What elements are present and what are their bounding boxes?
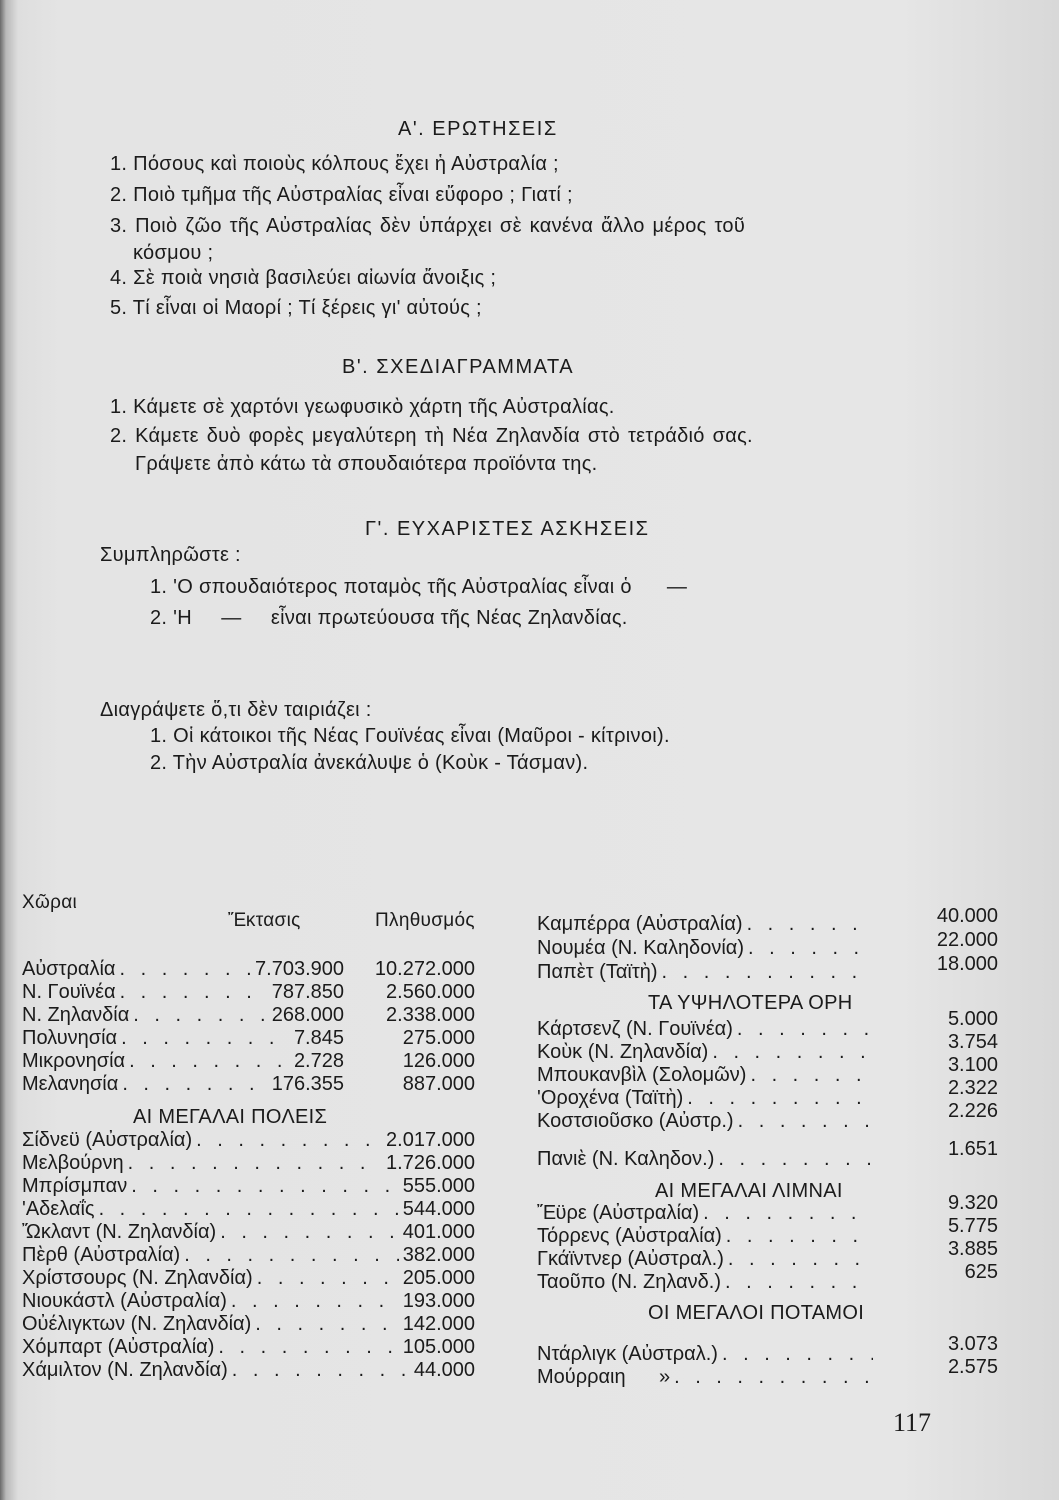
item-text: Κάμετε σὲ χαρτόνι γεωφυσικὸ χάρτη τῆς Αὐστραλίας. (133, 396, 615, 418)
dot-leader (747, 913, 873, 936)
country-name: Ν. Ζηλανδία (22, 1004, 130, 1026)
city-name: Καμπέρρα (Αὐστραλία) (537, 913, 743, 935)
lake-value: 625 (964, 1261, 998, 1283)
mountain-value: 3.100 (947, 1054, 998, 1076)
mountain-name: 'Οροχένα (Ταϊτὴ) (537, 1087, 684, 1109)
dot-leader (728, 1248, 873, 1271)
country-name: Ν. Γουϊνέα (22, 981, 116, 1003)
lake-name: Ταοῦπο (Ν. Ζηλανδ.) (537, 1271, 722, 1293)
river-name: Ντάρλιγκ (Αὐστραλ.) (537, 1343, 718, 1365)
dot-leader (674, 1366, 873, 1389)
q-num: 5. (110, 297, 128, 319)
strike-item-1: 1. Οἱ κάτοικοι τῆς Νέας Γουϊνέας εἶναι (Μαῦροι - κίτρινοι). (150, 725, 670, 747)
question-4 (110, 267, 496, 290)
item-num: 2. (110, 425, 128, 447)
city-name: Σίδνεϋ (Αὐστραλία) (22, 1129, 193, 1151)
river-value: 3.073 (947, 1333, 998, 1355)
city-population: 1.726.000 (386, 1152, 475, 1174)
question-3 (110, 215, 745, 238)
country-area: 7.703.900 (255, 958, 344, 980)
item-text: Κάμετε δυὸ φορὲς μεγαλύτερη τὴ Νέα Ζηλανδία στὸ τετράδιό σας. (135, 425, 753, 447)
city-name: Χρίστσουρς (Ν. Ζηλανδία) (22, 1267, 253, 1289)
city-population: 382.000 (402, 1244, 475, 1266)
country-population: 10.272.000 (374, 958, 475, 980)
country-area: 176.355 (271, 1073, 344, 1095)
dot-leader (121, 1027, 290, 1050)
rivers-title: ΟΙ ΜΕΓΑΛΟΙ ΠΟΤΑΜΟΙ (648, 1302, 865, 1324)
country-area: 787.850 (271, 981, 344, 1003)
sketch-2-cont: Γράψετε ἀπὸ κάτω τὰ σπουδαιότερα προϊόντα της. (135, 453, 598, 475)
lake-row (537, 1271, 877, 1294)
country-row (22, 1050, 344, 1073)
dot-leader (218, 1336, 398, 1359)
fill-item-1: 1. 'Ο σπουδαιότερος ποταμὸς τῆς Αὐστραλίας εἶναι ὁ — (150, 576, 688, 598)
dot-leader (128, 1152, 382, 1175)
city-row (22, 1244, 475, 1267)
col-header-pop: Πληθυσμός (375, 910, 475, 931)
city-name: 'Αδελαΐς (22, 1198, 95, 1220)
city-name: Νιουκάστλ (Αὐστραλία) (22, 1290, 227, 1312)
dot-leader (725, 1271, 873, 1294)
cities-title: ΑΙ ΜΕΓΑΛΑΙ ΠΟΛΕΙΣ (133, 1106, 328, 1128)
dot-leader (662, 961, 873, 984)
question-5 (110, 297, 482, 320)
river-row (537, 1366, 877, 1389)
dot-leader (120, 981, 268, 1004)
city-population: 193.000 (402, 1290, 475, 1312)
dot-leader (122, 1073, 267, 1096)
dot-leader (99, 1198, 399, 1221)
city-row (22, 1313, 475, 1336)
dot-leader (718, 1148, 873, 1171)
dot-leader (232, 1359, 410, 1382)
lake-name: Ἔϋρε (Αὐστραλία) (537, 1202, 700, 1224)
country-row (22, 958, 344, 981)
col-header-name: Χῶραι (22, 892, 78, 913)
city-row (537, 961, 877, 984)
country-area: 7.845 (293, 1027, 344, 1049)
strike-label: Διαγράψετε ὅ,τι δὲν ταιριάζει : (100, 699, 372, 721)
dot-leader (119, 958, 251, 981)
city-row (22, 1152, 475, 1175)
dot-leader (737, 1018, 873, 1041)
city-name: Νουμέα (Ν. Καληδονία) (537, 937, 744, 959)
country-row (22, 1073, 344, 1096)
city-population: 142.000 (402, 1313, 475, 1335)
dot-leader (712, 1041, 873, 1064)
country-name: Αὐστραλία (22, 958, 116, 980)
city-row (22, 1336, 475, 1359)
mountain-value: 2.322 (947, 1077, 998, 1099)
city-name: Πὲρθ (Αὐστραλία) (22, 1244, 181, 1266)
q-text: Τί εἶναι οἱ Μαορί ; Τί ξέρεις γι' αὐτούς ; (132, 297, 482, 319)
dot-leader (257, 1267, 399, 1290)
mountain-row (537, 1018, 877, 1041)
city-value: 18.000 (936, 953, 998, 975)
city-name: Χάμιλτον (Ν. Ζηλανδία) (22, 1359, 228, 1381)
dot-leader (703, 1202, 873, 1225)
lake-value: 9.320 (947, 1192, 998, 1214)
dot-leader (687, 1087, 873, 1110)
dot-leader (748, 937, 873, 960)
lake-name: Γκάϊντνερ (Αὐστραλ.) (537, 1248, 724, 1270)
country-population: 2.338.000 (386, 1004, 475, 1026)
country-area: 2.728 (293, 1050, 344, 1072)
fill-label: Συμπληρῶστε : (100, 544, 241, 566)
item-num: 1. (110, 396, 128, 418)
country-area: 268.000 (271, 1004, 344, 1026)
city-population: 205.000 (402, 1267, 475, 1289)
city-population: 2.017.000 (386, 1129, 475, 1151)
lake-value: 5.775 (947, 1215, 998, 1237)
city-row (22, 1359, 475, 1382)
dot-leader (196, 1129, 382, 1152)
country-row (22, 981, 344, 1004)
city-row (537, 913, 877, 936)
q-num: 1. (110, 153, 128, 175)
country-population: 887.000 (402, 1073, 475, 1095)
strike-item-2: 2. Τὴν Αὐστραλία ἀνεκάλυψε ὁ (Κοὺκ - Τάσμαν). (150, 752, 589, 774)
fill-item-2: 2. 'Η — εἶναι πρωτεύουσα τῆς Νέας Ζηλανδίας. (150, 607, 628, 629)
dot-leader (738, 1110, 873, 1133)
section-b-title: Β'. ΣΧΕΔΙΑΓΡΑΜΜΑΤΑ (342, 356, 575, 378)
city-name: Παπὲτ (Ταϊτὴ) (537, 961, 658, 983)
mountain-row (537, 1148, 877, 1171)
mountain-value: 2.226 (947, 1100, 998, 1122)
city-row (22, 1129, 475, 1152)
dot-leader (726, 1225, 873, 1248)
col-header-area: Ἔκτασις (228, 910, 301, 931)
mountain-row (537, 1087, 877, 1110)
mountain-row (537, 1110, 877, 1133)
q-text: Σὲ ποιὰ νησιὰ βασιλεύει αἰωνία ἄνοιξις ; (133, 267, 497, 289)
q-text: Ποιὸ ζῶο τῆς Αὐστραλίας δὲν ὑπάρχει σὲ κανένα ἄλλο μέρος τοῦ (135, 215, 746, 237)
lake-name: Τόρρενς (Αὐστραλία) (537, 1225, 722, 1247)
lake-row (537, 1248, 877, 1271)
city-name: Μελβούρνη (22, 1152, 124, 1174)
city-population: 555.000 (402, 1175, 475, 1197)
country-name: Μικρονησία (22, 1050, 126, 1072)
city-row (22, 1175, 475, 1198)
country-name: Πολυνησία (22, 1027, 118, 1049)
lake-row (537, 1225, 877, 1248)
dot-leader (220, 1221, 399, 1244)
city-population: 44.000 (413, 1359, 475, 1381)
dot-leader (231, 1290, 399, 1313)
city-name: Μπρίσμπαν (22, 1175, 128, 1197)
dot-leader (750, 1064, 873, 1087)
mountain-name: Κοστσιοῦσκο (Αὐστρ.) (537, 1110, 734, 1132)
mountain-name: Κοὺκ (Ν. Ζηλανδία) (537, 1041, 709, 1063)
mountain-name: Πανιὲ (Ν. Καληδον.) (537, 1148, 715, 1170)
city-population: 401.000 (402, 1221, 475, 1243)
question-1 (110, 153, 559, 176)
question-3-cont: κόσμου ; (133, 242, 214, 264)
mountain-value: 5.000 (947, 1008, 998, 1030)
lake-value: 3.885 (947, 1238, 998, 1260)
city-value: 22.000 (936, 929, 998, 951)
q-text: Ποιὸ τμῆμα τῆς Αὐστραλίας εἶναι εὔφορο ; Γιατί ; (133, 184, 573, 206)
q-num: 4. (110, 267, 128, 289)
mountain-name: Μπουκανβὶλ (Σολομῶν) (537, 1064, 747, 1086)
page-number: 117 (893, 1408, 932, 1437)
q-text: Πόσους καὶ ποιοὺς κόλπους ἔχει ἡ Αὐστραλία ; (133, 153, 559, 175)
city-name: Οὐέλιγκτων (Ν. Ζηλανδία) (22, 1313, 252, 1335)
dot-leader (722, 1343, 873, 1366)
city-name: Χόμπαρτ (Αὐστραλία) (22, 1336, 215, 1358)
country-row (22, 1004, 344, 1027)
city-row (22, 1221, 475, 1244)
mountain-name: Κάρτσενζ (Ν. Γουϊνέα) (537, 1018, 733, 1040)
country-name: Μελανησία (22, 1073, 119, 1095)
city-row (22, 1267, 475, 1290)
lake-row (537, 1202, 877, 1225)
dot-leader (133, 1004, 267, 1027)
mountain-value: 1.651 (947, 1138, 998, 1160)
country-population: 2.560.000 (386, 981, 475, 1003)
q-num: 3. (110, 215, 128, 237)
sketch-2 (110, 425, 753, 448)
dot-leader (184, 1244, 399, 1267)
lakes-title: ΑΙ ΜΕΓΑΛΑΙ ΛΙΜΝΑΙ (655, 1180, 843, 1202)
country-population: 126.000 (402, 1050, 475, 1072)
city-row (22, 1198, 475, 1221)
sketch-1 (110, 396, 615, 419)
city-value: 40.000 (936, 905, 998, 927)
city-population: 105.000 (402, 1336, 475, 1358)
river-name: Μούρραιη » (537, 1366, 671, 1388)
country-row (22, 1027, 344, 1050)
country-population: 275.000 (402, 1027, 475, 1049)
dot-leader (129, 1050, 290, 1073)
mountains-title: ΤΑ ΥΨΗΛΟΤΕΡΑ ΟΡΗ (648, 992, 853, 1014)
section-a-title: Α'. ΕΡΩΤΗΣΕΙΣ (398, 118, 558, 140)
dot-leader (255, 1313, 398, 1336)
city-row (22, 1290, 475, 1313)
river-row (537, 1343, 877, 1366)
question-2 (110, 184, 573, 207)
section-c-title: Γ'. ΕΥΧΑΡΙΣΤΕΣ ΑΣΚΗΣΕΙΣ (365, 518, 650, 540)
city-population: 544.000 (402, 1198, 475, 1220)
city-row (537, 937, 877, 960)
mountain-row (537, 1064, 877, 1087)
city-name: Ὤκλαντ (Ν. Ζηλανδία) (22, 1221, 217, 1243)
river-value: 2.575 (947, 1356, 998, 1378)
mountain-row (537, 1041, 877, 1064)
dot-leader (131, 1175, 398, 1198)
q-num: 2. (110, 184, 128, 206)
mountain-value: 3.754 (947, 1031, 998, 1053)
